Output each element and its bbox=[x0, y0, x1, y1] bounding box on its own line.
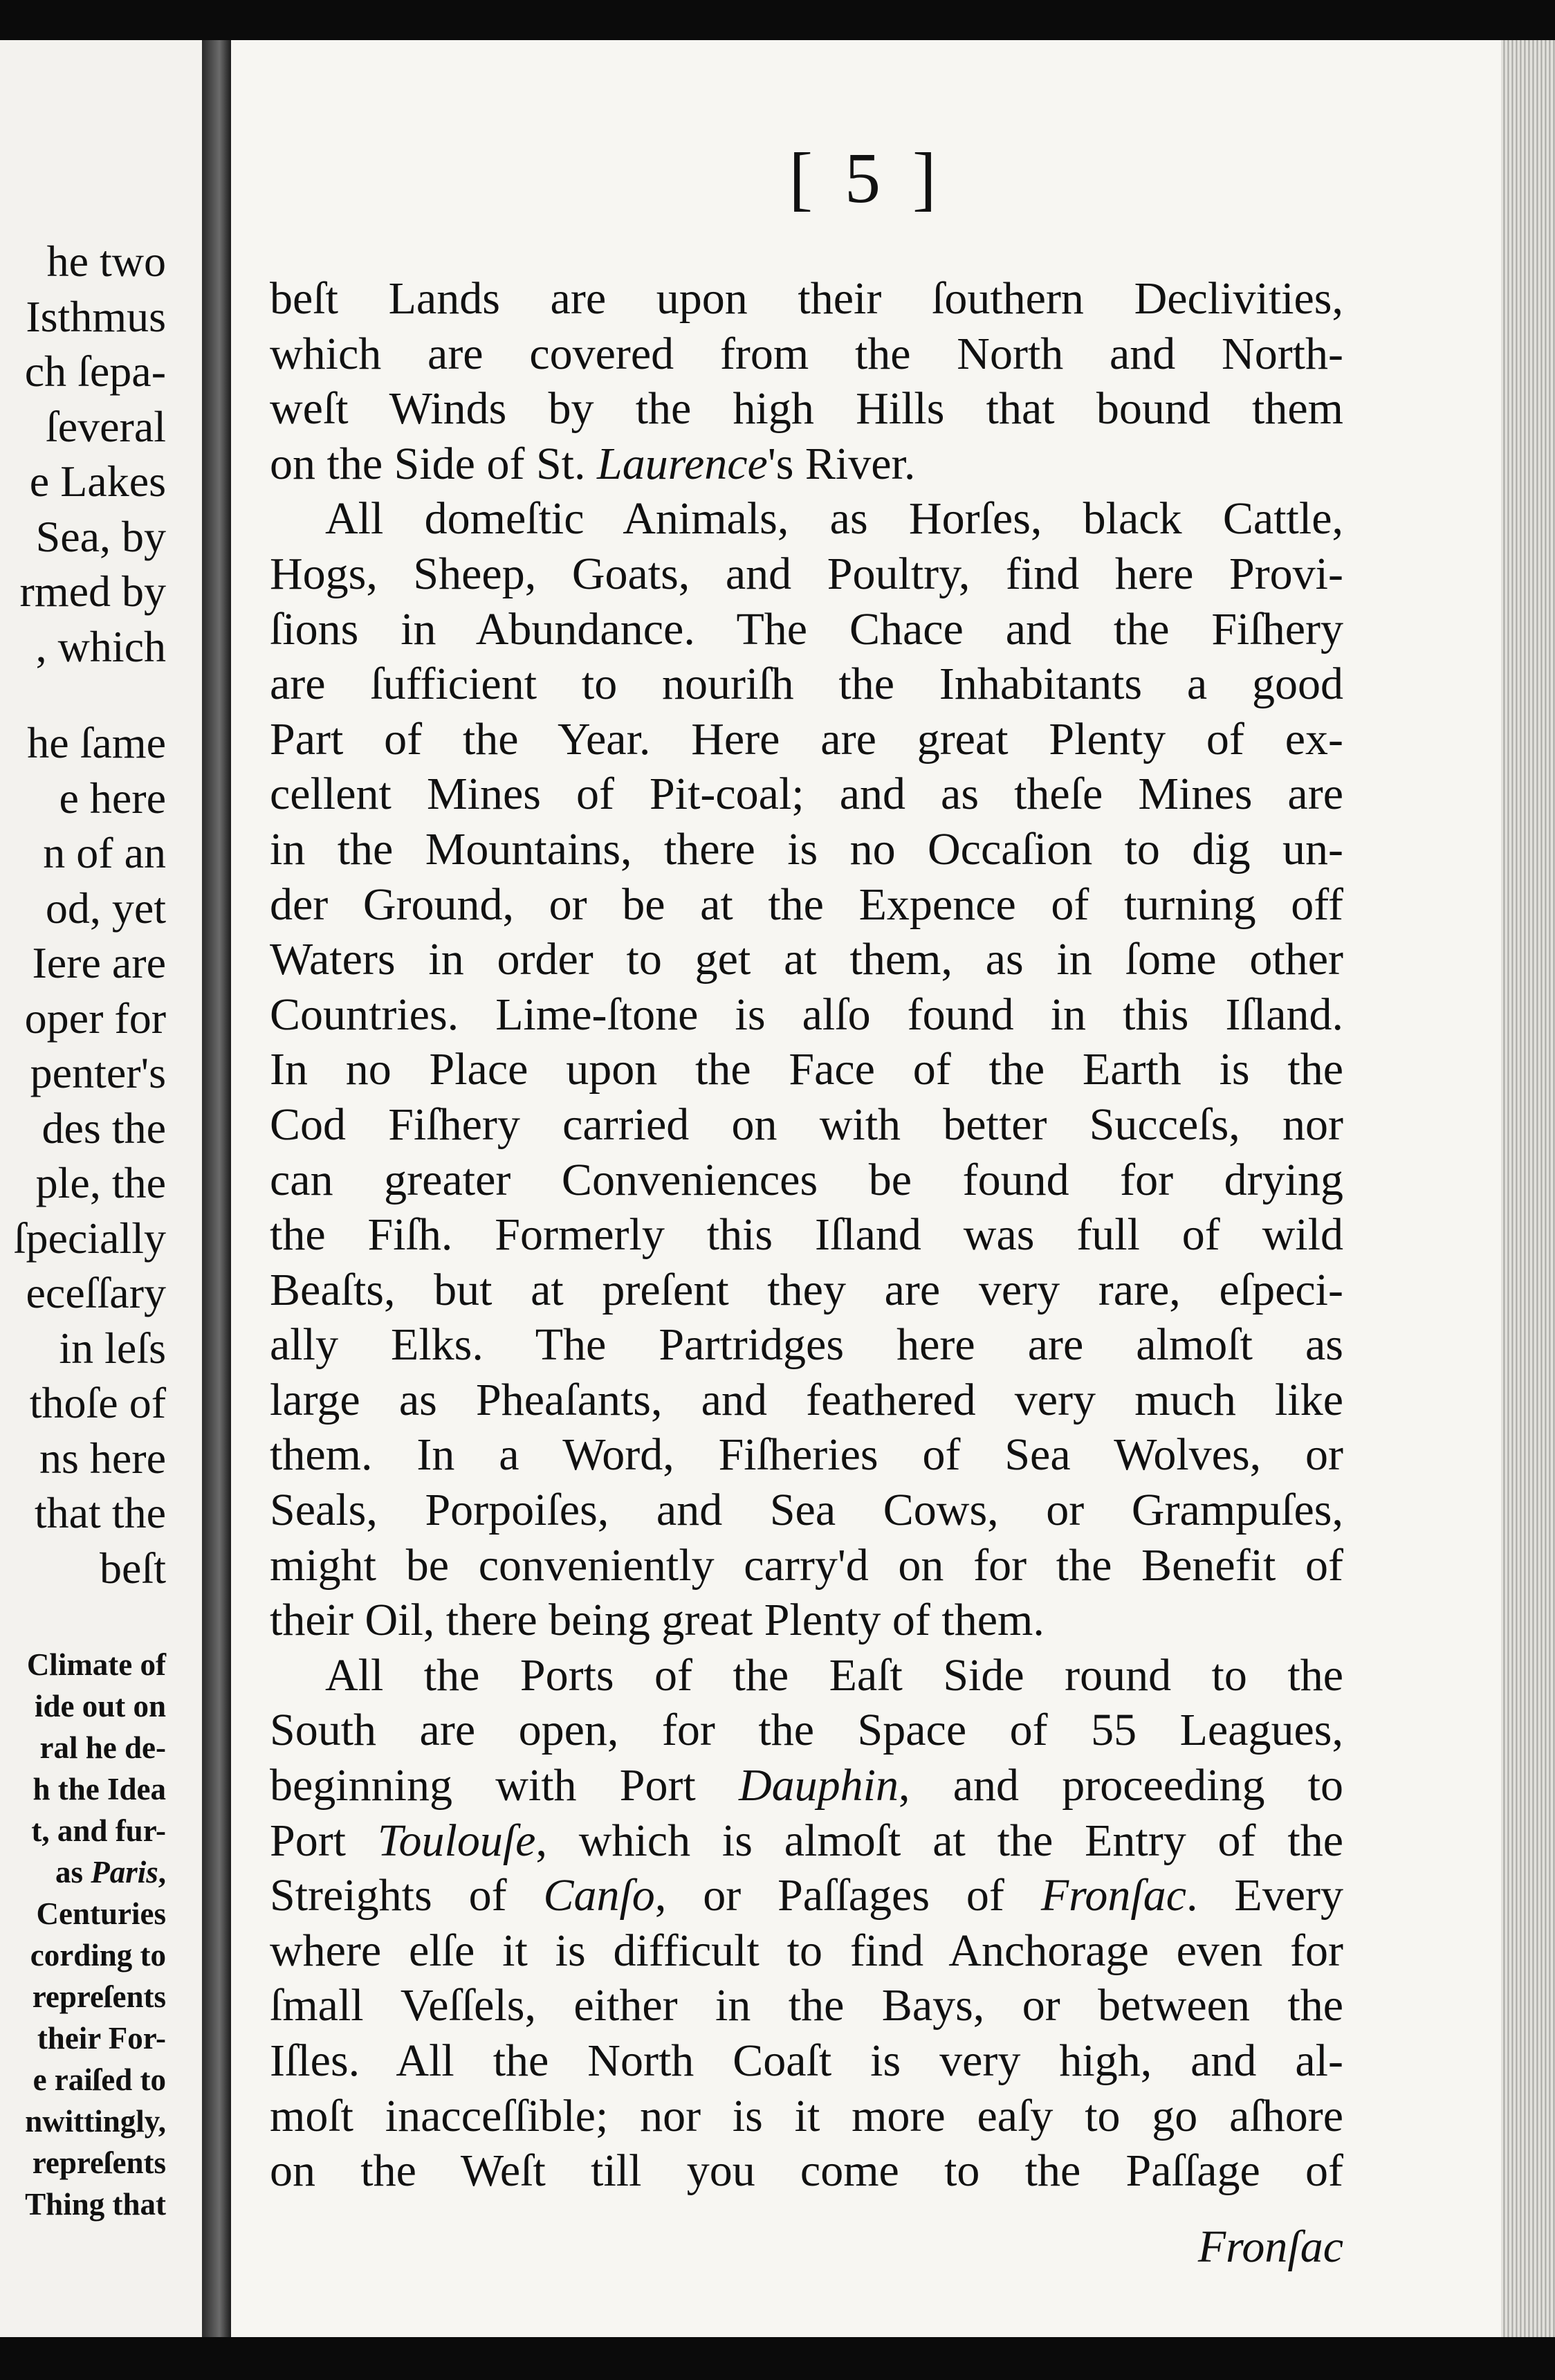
text-line: cellent Mines of Pit-coal; and as theſe Mines are bbox=[270, 769, 1343, 820]
text-line: Iſles. All the North Coaſt is very high, and al- bbox=[270, 2035, 1343, 2086]
previous-page-line: e here bbox=[59, 773, 166, 823]
text-line: Waters in order to get at them, as in ſome other bbox=[270, 934, 1343, 985]
italic-name: Fronſac bbox=[1040, 1870, 1187, 1921]
previous-page-line: n of an bbox=[43, 828, 166, 877]
previous-page-line: penter's bbox=[30, 1048, 166, 1097]
previous-page-footnotes bbox=[0, 1644, 166, 2225]
previous-page-line: ſeveral bbox=[45, 401, 166, 451]
book-gutter bbox=[202, 40, 231, 2337]
previous-page-footnote-line: cording to bbox=[30, 1938, 166, 1972]
scan-border-top bbox=[0, 0, 1555, 40]
previous-page-line: ns here bbox=[39, 1433, 166, 1483]
previous-page-line: ch ſepa- bbox=[24, 347, 166, 396]
previous-page-line: rmed by bbox=[19, 567, 166, 616]
previous-page-line: des the bbox=[42, 1103, 166, 1153]
previous-page-footnote-line: repreſents bbox=[32, 2145, 166, 2180]
text-line: might be conveniently carry'd on for the Benefit of bbox=[270, 1539, 1343, 1591]
previous-page-line: Iere are bbox=[32, 938, 166, 987]
previous-page-line: in leſs bbox=[59, 1323, 166, 1373]
body-text bbox=[270, 271, 1343, 2199]
text-run: beginning with Port bbox=[270, 1760, 739, 1811]
text-line: weſt Winds by the high Hills that bound them bbox=[270, 383, 1343, 434]
previous-page-footnote-line: their For- bbox=[37, 2021, 166, 2056]
text-line: South are open, for the Space of 55 Leagues, bbox=[270, 1705, 1343, 1756]
previous-page-footnote-line: h the Idea bbox=[33, 1772, 166, 1806]
text-line: Hogs, Sheep, Goats, and Poultry, find here Provi- bbox=[270, 548, 1343, 599]
text-line: moſt inacceſſible; nor is it more eaſy to go aſhore bbox=[270, 2090, 1343, 2141]
previous-page-footnote-line: ral he de- bbox=[39, 1730, 166, 1765]
italic-name: Toulouſe bbox=[377, 1815, 536, 1866]
text-line: the Fiſh. Formerly this Iſland was full of wild bbox=[270, 1209, 1343, 1261]
previous-page-line bbox=[0, 674, 166, 715]
text-line: ſions in Abundance. The Chace and the Fiſhery bbox=[270, 603, 1343, 654]
previous-page-line: that the bbox=[34, 1488, 166, 1537]
text-line: Cod Fiſhery carried on with better Succeſs, nor bbox=[270, 1099, 1343, 1150]
text-line: on the Weſt till you come to the Paſſage of bbox=[270, 2145, 1343, 2197]
catchword: Fronſac bbox=[1197, 2222, 1343, 2272]
italic-name: Paris bbox=[91, 1855, 158, 1889]
previous-page-line: Isthmus bbox=[26, 291, 166, 341]
previous-page-line: Sea, by bbox=[35, 511, 166, 561]
text-run: 's River. bbox=[767, 438, 916, 489]
text-line bbox=[270, 437, 1343, 492]
italic-name: Canſo bbox=[543, 1870, 655, 1921]
previous-page-line: eceſſary bbox=[26, 1268, 166, 1317]
text-line: Part of the Year. Here are great Plenty of ex- bbox=[270, 713, 1343, 765]
previous-page-line: ple, the bbox=[35, 1158, 166, 1207]
italic-name: Dauphin bbox=[739, 1760, 899, 1811]
text-line: All the Ports of the Eaſt Side round to the bbox=[325, 1649, 1343, 1701]
previous-page-line: thoſe of bbox=[29, 1378, 166, 1427]
previous-page-line: od, yet bbox=[45, 883, 166, 933]
text-line: Countries. Lime-ſtone is alſo found in this Iſland. bbox=[270, 989, 1343, 1040]
text-run: . Every bbox=[1186, 1870, 1344, 1921]
text-line: Seals, Porpoiſes, and Sea Cows, or Grampuſes, bbox=[270, 1485, 1343, 1536]
text-run: , which is almoſt at the Entry of the bbox=[535, 1815, 1343, 1866]
text-line: der Ground, or be at the Expence of turning off bbox=[270, 879, 1343, 930]
text-line: beſt Lands are upon their ſouthern Declivities, bbox=[270, 273, 1343, 324]
text-run: on the Side of St. bbox=[270, 438, 597, 489]
book-page bbox=[231, 40, 1501, 2337]
text-line: ſmall Veſſels, either in the Bays, or between the bbox=[270, 1980, 1343, 2031]
previous-page-footnote-line: Centuries bbox=[36, 1896, 166, 1931]
previous-page-line: he ſame bbox=[27, 718, 166, 767]
previous-page-footnote-line: t, and fur- bbox=[31, 1813, 166, 1848]
text-line bbox=[270, 1813, 1343, 1869]
previous-page-footnote-line: repreſents bbox=[32, 1979, 166, 2014]
previous-page bbox=[0, 40, 202, 2337]
text-line: are ſufficient to nouriſh the Inhabitants a good bbox=[270, 659, 1343, 710]
previous-page-line: e Lakes bbox=[29, 457, 166, 506]
text-run: , or Paſſages of bbox=[654, 1870, 1041, 1921]
text-line: All domeſtic Animals, as Horſes, black Cattle, bbox=[325, 493, 1343, 544]
previous-page-line: he two bbox=[46, 237, 166, 286]
text-line: can greater Conveniences be found for drying bbox=[270, 1154, 1343, 1205]
scan-border-bottom bbox=[0, 2337, 1555, 2380]
text-line bbox=[270, 1758, 1343, 1813]
text-run: , and proceeding to bbox=[899, 1760, 1343, 1811]
text-line: Beaſts, but at preſent they are very rare, eſpeci- bbox=[270, 1264, 1343, 1315]
previous-page-line: beſt bbox=[100, 1543, 166, 1593]
text-line: In no Place upon the Face of the Earth is the bbox=[270, 1044, 1343, 1095]
text-line: in the Mountains, there is no Occaſion to dig un- bbox=[270, 823, 1343, 875]
previous-page-line: , which bbox=[35, 621, 166, 671]
text-line: ally Elks. The Partridges here are almoſt as bbox=[270, 1319, 1343, 1371]
previous-page-footnote-line: Thing that bbox=[25, 2187, 166, 2222]
italic-name: Laurence bbox=[597, 438, 768, 489]
text-line: them. In a Word, Fiſheries of Sea Wolves, or bbox=[270, 1429, 1343, 1481]
previous-page-line: ſpecially bbox=[13, 1213, 166, 1263]
page-edges bbox=[1501, 40, 1555, 2337]
previous-page-footnote-line: as Paris, bbox=[55, 1855, 166, 1889]
text-line bbox=[270, 1868, 1343, 1923]
page-number: [ 5 ] bbox=[789, 138, 944, 218]
previous-page-footnote-line: nwittingly, bbox=[25, 2104, 166, 2139]
text-line: which are covered from the North and North- bbox=[270, 328, 1343, 379]
previous-page-footnote-line: ide out on bbox=[34, 1689, 166, 1723]
text-line: where elſe it is difficult to find Anchorage even for bbox=[270, 1925, 1343, 1976]
text-line: their Oil, there being great Plenty of them. bbox=[270, 1595, 1045, 1646]
text-run: Streights of bbox=[270, 1870, 544, 1921]
previous-page-line: oper for bbox=[24, 993, 166, 1043]
text-line: large as Pheaſants, and feathered very much like bbox=[270, 1374, 1343, 1425]
previous-page-text bbox=[0, 234, 166, 1595]
text-run: Port bbox=[270, 1815, 378, 1866]
previous-page-footnote-line: e raiſed to bbox=[33, 2062, 166, 2097]
previous-page-footnote-line: Climate of bbox=[26, 1647, 166, 1682]
